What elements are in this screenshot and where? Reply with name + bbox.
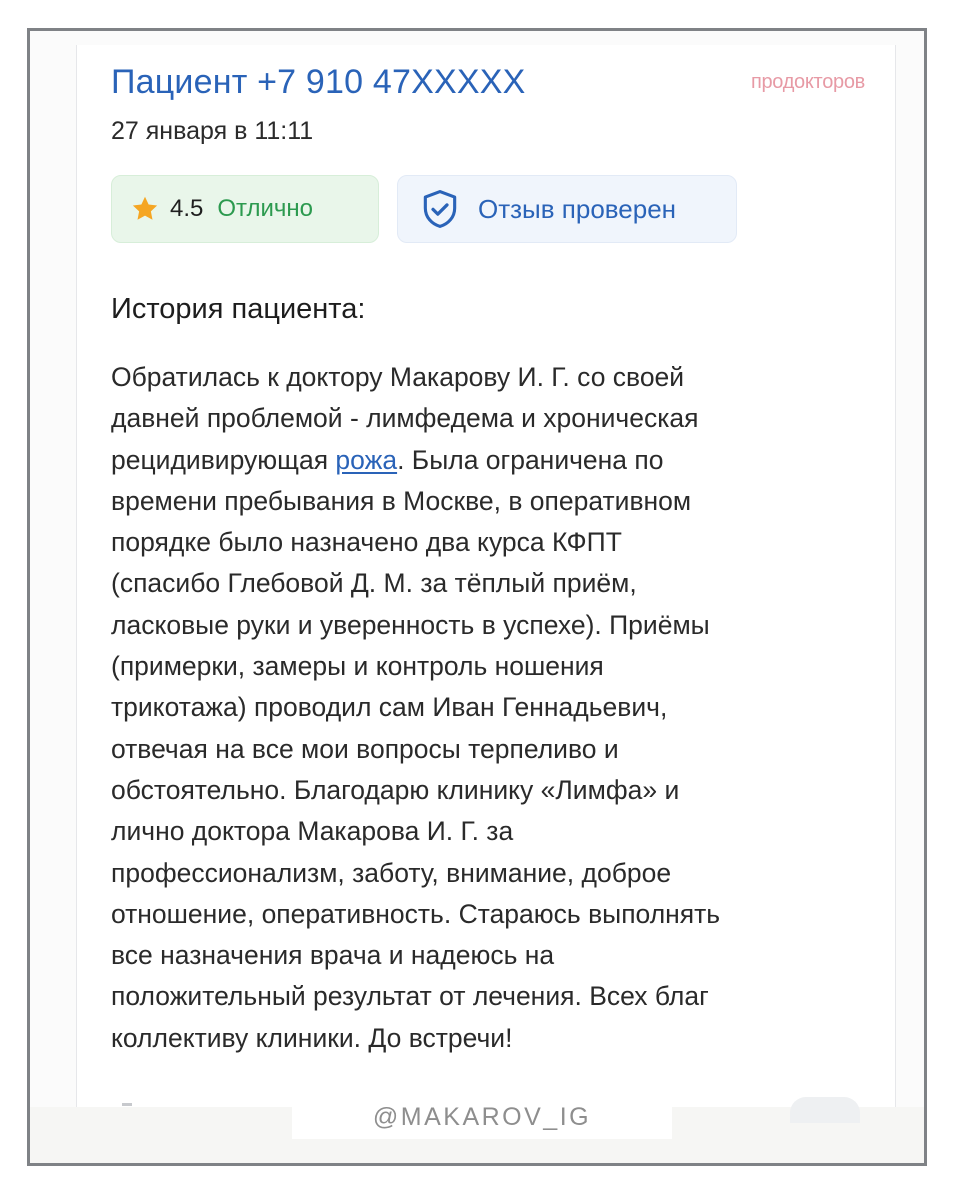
cut-off-icon bbox=[122, 1103, 132, 1106]
erysipelas-link[interactable]: рожа bbox=[335, 444, 398, 475]
star-icon bbox=[130, 194, 160, 224]
review-text-line: времени пребывания в Москве, в оперативном bbox=[111, 485, 692, 516]
verified-badge[interactable] bbox=[397, 175, 737, 243]
review-card bbox=[76, 45, 896, 1109]
review-text-fragment: . Была ограничена по bbox=[397, 444, 664, 475]
review-text-line: коллективу клиники. До встречи! bbox=[111, 1022, 513, 1053]
review-text-line: Обратилась к доктору Макарову И. Г. со своей bbox=[111, 362, 685, 392]
review-text-line bbox=[111, 440, 871, 481]
history-title: История пациента: bbox=[111, 293, 366, 325]
rating-value: 4.5 bbox=[170, 195, 204, 222]
review-text bbox=[111, 357, 871, 1059]
screenshot-frame bbox=[27, 28, 927, 1166]
cut-off-button bbox=[790, 1097, 860, 1123]
review-text-line: положительный результат от лечения. Всех благ bbox=[111, 981, 709, 1012]
review-date: 27 января в 11:11 bbox=[111, 117, 314, 145]
review-text-line: обстоятельно. Благодарю клинику «Лимфа» и bbox=[111, 774, 680, 805]
review-text-line: отношение, оперативность. Стараюсь выполнять bbox=[111, 898, 721, 929]
brand-logo: продокторов bbox=[750, 71, 865, 93]
review-text-line: лично доктора Макарова И. Г. за bbox=[111, 816, 514, 847]
rating-label: Отлично bbox=[217, 195, 314, 222]
review-text-fragment: рецидивирующая bbox=[111, 444, 336, 475]
review-text-line: (спасибо Глебовой Д. М. за тёплый приём, bbox=[111, 568, 637, 599]
patient-title[interactable]: Пациент +7 910 47XXXXX bbox=[111, 63, 526, 101]
rating-badge bbox=[111, 175, 379, 243]
review-text-line: профессионализм, заботу, внимание, доброе bbox=[111, 857, 672, 888]
review-text-line: трикотажа) проводил сам Иван Геннадьевич, bbox=[111, 692, 668, 723]
watermark: @MAKAROV_IG bbox=[292, 1095, 672, 1139]
review-text-line: все назначения врача и надеюсь на bbox=[111, 940, 555, 971]
shield-check-icon bbox=[418, 187, 462, 231]
review-text-line: отвечая на все мои вопросы терпеливо и bbox=[111, 733, 619, 764]
review-text-line: порядке было назначено два курса КФПТ bbox=[111, 527, 622, 558]
review-text-line: давней проблемой - лимфедема и хроническая bbox=[111, 403, 699, 434]
verified-label: Отзыв проверен bbox=[478, 193, 677, 224]
review-text-line: ласковые руки и уверенность в успехе). Приёмы bbox=[111, 609, 710, 640]
review-text-line: (примерки, замеры и контроль ношения bbox=[111, 651, 604, 682]
